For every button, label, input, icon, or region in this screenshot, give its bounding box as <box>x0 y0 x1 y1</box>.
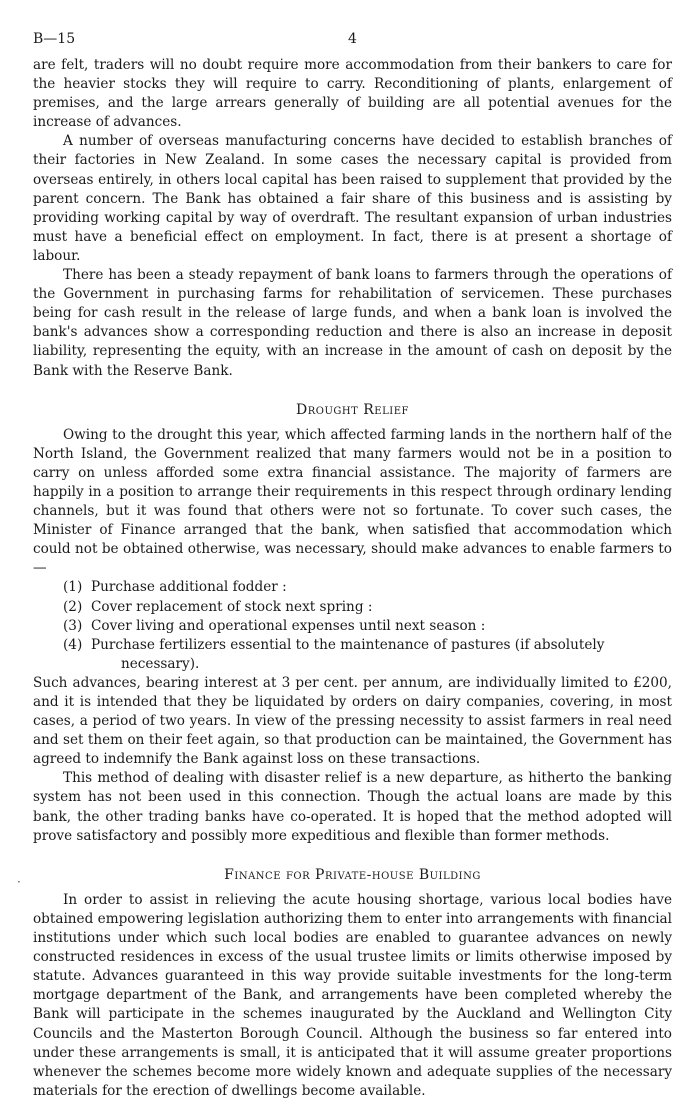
paragraph: In order to assist in relieving the acute housing shortage, various local bodies have obtained empowering legislation authorizing them to enter into arrangements with financial institutions under which such local bodies are enabled to guarantee advances on newly constructed residences in excess of the usual trustee limits or limits otherwise imposed by statute. Advances guaranteed in this way provide suitable investments for the long-term mortgage department of the Bank, and arrangements have been completed whereby the Bank will participate in the schemes inaugurated by the Auckland and Wellington City Councils and the Masterton Borough Council. Although the business so far entered into under these arrangements is small, it is anticipated that it will assume greater proportions whenever the schemes become more widely known and adequate supplies of the necessary materials for the erection of dwellings become available. <box>33 891 672 1099</box>
list-item <box>63 598 672 617</box>
section-heading: Finance for Private-house Building <box>224 866 481 883</box>
list-item <box>63 578 672 597</box>
paragraph: A number of overseas manufacturing concerns have decided to establish branches of their factories in New Zealand. In some cases the necessary capital is provided from overseas entirely, in others local capital has been raised to supplement that provided by the parent concern. The Bank has obtained a fair share of this business and is assisting by providing working capital by way of overdraft. The resultant expansion of urban industries must have a beneficial effect on employment. In fact, there is at present a shortage of labour. <box>33 133 672 264</box>
page-header <box>33 30 672 52</box>
list-item-number: (4) <box>63 636 83 653</box>
list-item <box>63 617 672 636</box>
section-heading: Drought Relief <box>296 401 409 418</box>
list-item-text: Purchase additional fodder : <box>91 579 287 596</box>
list-item <box>63 636 672 674</box>
drought-relief-section <box>33 401 672 846</box>
document-code: B—15 <box>33 31 76 47</box>
advance-purposes-list <box>33 578 672 673</box>
paragraph: are felt, traders will no doubt require more accommodation from their bankers to care for the heavier stocks they will require to carry. Reconditioning of plants, enlargement of premises, and the large arrears generally of building are all potential avenues for the increase of advances. <box>33 57 672 131</box>
private-house-building-section <box>33 866 672 1101</box>
list-item-text: Cover replacement of stock next spring : <box>91 598 373 615</box>
paragraph: There has been a steady repayment of bank loans to farmers through the operations of the Government in purchasing farms for rehabilitation of servicemen. These purchases being for cash result in the release of large funds, and when a bank loan is involved the bank's advances show a corresponding reduction and there is also an increase in deposit liability, representing the equity, with an increase in the amount of cash on deposit by the Bank with the Reserve Bank. <box>33 267 672 379</box>
paragraph: Owing to the drought this year, which affected farming lands in the northern half of the North Island, the Government realized that many farmers would not be in a position to carry on unless afforded some extra financial assistance. The majority of farmers are happily in a position to arrange their requirements in this respect through ordinary lending channels, but it was found that others were not so fortunate. To cover such cases, the Minister of Finance arranged that the bank, when satisfied that accommodation which could not be obtained otherwise, was necessary, should make advances to enable farmers to— <box>33 426 672 577</box>
paragraph: Such advances, bearing interest at 3 per cent. per annum, are individually limited to £200, and it is intended that they be liquidated by orders on dairy companies, covering, in most cases, a period of two years. In view of the pressing necessity to assist farmers in real need and set them on their feet again, so that production can be maintained, the Government has agreed to indemnify the Bank against loss on these transactions. <box>33 674 672 768</box>
list-item-text: Cover living and operational expenses until next season : <box>91 617 486 634</box>
paragraph: This method of dealing with disaster relief is a new departure, as hitherto the banking system has not been used in this connection. Though the actual loans are made by this bank, the other trading banks have co-operated. It is hoped that the method adopted will prove satisfactory and possibly more expeditious and flexible than former methods. <box>33 770 672 844</box>
list-item-number: (1) <box>63 579 83 596</box>
list-item-text: Purchase fertilizers essential to the maintenance of pastures (if absolutely <box>91 636 605 653</box>
list-item-continuation: necessary). <box>121 655 200 672</box>
margin-mark: · <box>17 875 21 889</box>
intro-section <box>33 56 672 381</box>
list-item-number: (2) <box>63 598 83 615</box>
list-item-number: (3) <box>63 617 83 634</box>
list-item-body <box>91 636 672 674</box>
page-number: 4 <box>348 31 357 47</box>
